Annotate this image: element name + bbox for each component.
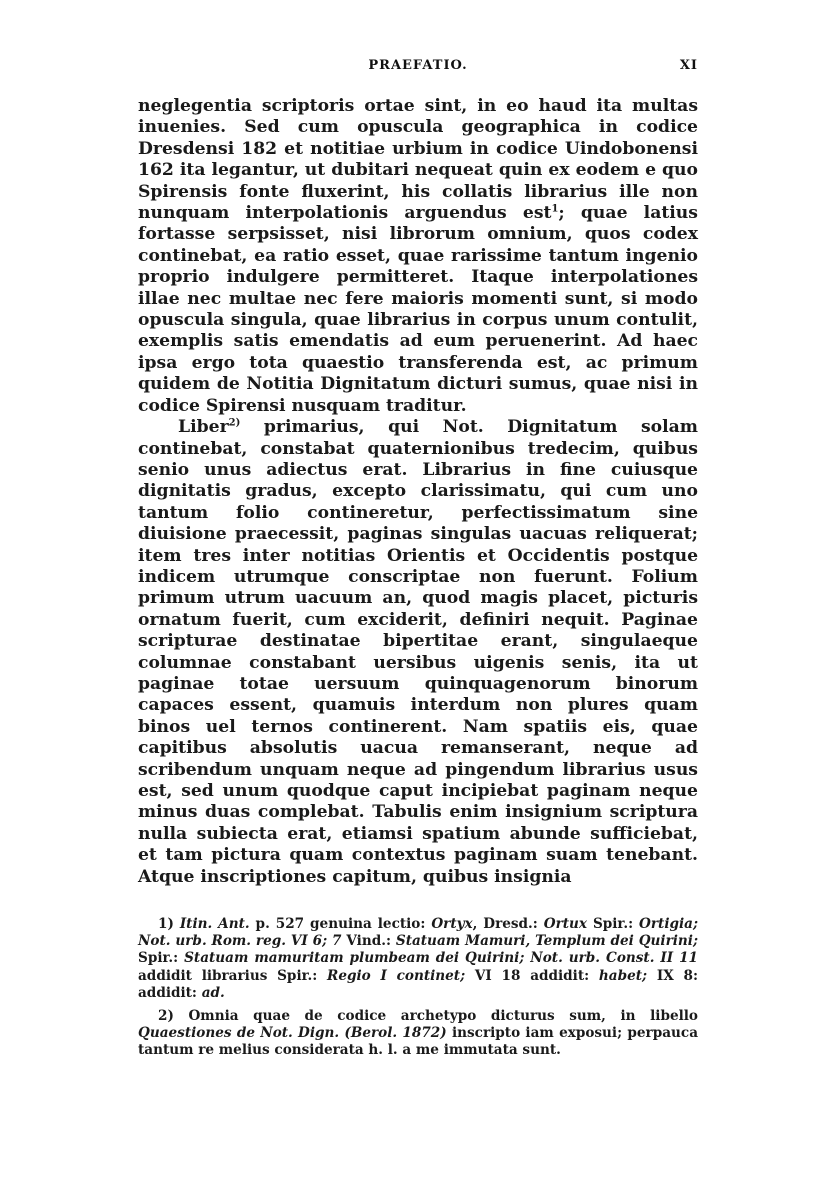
footnote-1-text-segment: addidit librarius Spir.: (138, 967, 328, 984)
footnote-1-text-segment: Ortyx (431, 916, 473, 933)
page-number: XI (679, 58, 698, 73)
footnote-1-text-segment: Regio I continet; (327, 967, 466, 984)
footnote-1-text (138, 916, 698, 1001)
paragraph-1 (138, 96, 698, 417)
paragraph-2-lead: Liber (178, 417, 229, 438)
footnote-1-marker: 1) (158, 916, 174, 933)
footnote-1 (138, 916, 698, 1002)
body-text (138, 96, 698, 888)
footnote-2-text-segment: inscripto iam exposui; perpauca tantum re melius considerata h. l. a me immutata sunt. (138, 1025, 698, 1059)
running-title: PRAEFATIO. (368, 58, 468, 73)
footnote-1-text-segment: VI 18 addidit: (465, 967, 599, 984)
footnote-2 (138, 1008, 698, 1060)
footnote-1-text-segment: Ortigia; Not. urb. Rom. reg. VI 6; 7 (138, 916, 698, 950)
footnote-1-text-segment: p. 527 genuina lectio: (249, 916, 432, 933)
running-head (138, 52, 698, 80)
footnote-1-text-segment: Spir.: (587, 916, 640, 933)
paragraph-2-text: primarius, qui Not. Dignitatum solam continebat, constabat quaternionibus tredecim, quibus senio unus adiectus erat. Librarius in fine cuiusque dignitatis gradus, excepto clarissimatu, qui cum uno tantum folio contineretur, perfectissimatum sine diuisione praecessit, paginas singulas uacuas reliquerat; item tres inter notitias Orientis et Occidentis postque indicem utrumque conscriptae non fuerunt. Folium primum utrum uacuum an, quod magis placet, picturis ornatum fuerit, cum exciderit, definiri nequit. Paginae scripturae destinatae bipertitae erant, singulaeque columnae constabant uersibus uigenis senis, ita ut paginae totae uersuum quinquagenorum binorum capaces essent, quamuis interdum non plures quam binos uel ternos continerent. Nam spatiis eis, quae capitibus absolutis uacua remanserant, neque ad scribendum unquam neque ad pingendum librarius usus est, sed unum quodque caput incipiebat paginam neque minus duas complebat. Tabulis enim insignium scriptura nulla subiecta erat, etiamsi spatium abunde sufficiebat, et tam pictura quam contextus paginam suam tenebant. Atque inscriptiones capitum, quibus insignia (138, 417, 698, 887)
footnote-1-text-segment: Statuam mamuritam plumbeam dei Quirini; Not. urb. Const. II 11 (184, 950, 698, 967)
paragraph-1-part-a: neglegentia scriptoris ortae sint, in eo haud ita multas inuenies. Sed cum opuscula geographica in codice Dresdensi 182 et notitiae urbium in codice Uindobonensi 162 ita legantur, ut dubitari nequeat quin ex eodem e quo Spirensis fonte fluxerint, his collatis librarius ille non nunquam interpolationis arguendus est (138, 96, 698, 224)
footnote-2-text (138, 1008, 698, 1058)
footnote-1-text-segment: ad. (201, 984, 225, 1001)
footnote-1-text-segment: Itin. Ant. (179, 916, 250, 933)
footnote-1-text-segment: Statuam Mamuri, Templum dei Quirini; (395, 933, 698, 950)
paragraph-2 (138, 417, 698, 888)
footnote-2-text-segment: Quaestiones de Not. Dign. (Berol. 1872) (138, 1025, 447, 1042)
footnote-2-text-segment: Omnia quae de codice archetypo dicturus sum, in libello (173, 1008, 698, 1025)
footnote-ref-2: 2) (228, 417, 241, 429)
footnote-1-text-segment: Ortux (543, 916, 588, 933)
footnote-2-marker: 2) (158, 1008, 174, 1025)
footnote-1-text-segment: habet; (598, 967, 648, 984)
footnotes (138, 916, 698, 1060)
footnote-1-text-segment: Vind.: (341, 933, 396, 950)
page (138, 52, 698, 1066)
footnote-1-text-segment: IX 8: addidit: (138, 967, 698, 1001)
footnote-1-text-segment: Spir.: (138, 950, 185, 967)
footnote-1-text-segment: , Dresd.: (472, 916, 544, 933)
footnote-ref-1: 1 (551, 203, 559, 215)
paragraph-1-part-b: ; quae latius fortasse serpsisset, nisi librorum omnium, quos codex continebat, ea ratio esset, quae rarissime tantum ingenio proprio indulgere permitteret. Itaque interpolationes illae nec multae nec fere maioris momenti sunt, si modo opuscula singula, quae librarius in corpus unum contulit, exemplis satis emendatis ad eum peruenerint. Ad haec ipsa ergo tota quaestio transferenda est, ac primum quidem de Notitia Dignitatum dicturi sumus, quae nisi in codice Spirensi nusquam traditur. (138, 203, 698, 416)
